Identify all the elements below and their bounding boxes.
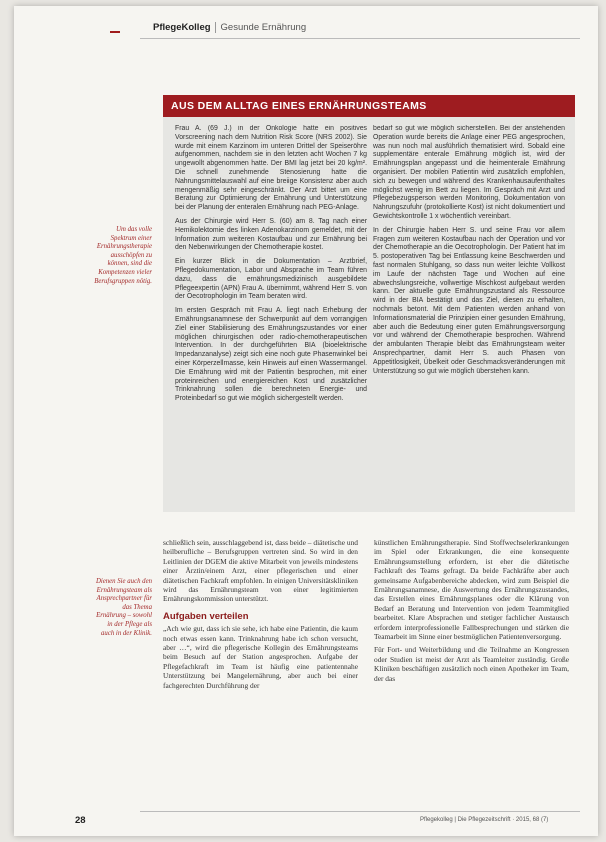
info-box-title: AUS DEM ALLTAG EINES ERNÄHRUNGSTEAMS (171, 100, 427, 112)
body-paragraph: Für Fort- und Weiterbildung und die Teilnahme an Kongressen oder Studien ist meist der Arzt als Teamleiter zuständig. Große Kliniken beschäftigen zusätzlich noch einen Apotheker im Team, der das (374, 645, 569, 683)
info-box-column-2 (373, 125, 565, 509)
margin-note-2: Dienen Sie auch den Ernährungsteam als Ansprechpartner für das Thema Ernährung – sowohl in der Pflege als auch in der Klinik. (95, 578, 152, 637)
info-box-paragraph: Ein kurzer Blick in die Dokumentation – Arztbrief, Pflegedokumentation, Labor und Absprache im Team führen dazu, dass die ernährungsmedizinisch ausgebildete Pflegeexpertin (APN) Frau A. übernimmt, während Herr S. von der Oecotrophologin im Team beraten wird. (175, 258, 367, 301)
main-column-2 (374, 538, 569, 810)
info-box-header (163, 95, 575, 117)
page-number: 28 (75, 815, 86, 826)
info-box-paragraph: Im ersten Gespräch mit Frau A. liegt nach Erhebung der Ernährungsanamnese der Schwerpunkt auf dem vorrangigen Ziel einer Stabilisierung des Ernährungszustandes vor einer möglichen chirurgischen oder radio-chemotherapeutischen Intervention. In der durchgeführten BIA (bioelektrische Impedanzanalyse) zeigt sich eine noch gute Phasenwinkel bei einer Körperzellmasse, kein Hinweis auf einen Wassermangel. Die Ernährung wird mit der Patientin besprochen, mit einer proteinreichen und energiereichen Kost und zusätzlicher Trinknahrung sollen die berechneten Energie- und Proteinbedarf so gut wie möglich sichergestellt werden. (175, 307, 367, 403)
body-paragraph: künstlichen Ernährungstherapie. Sind Stoffwechselerkrankungen im Spiel oder Erkrankungen, die eine konsequente Ernährungsumstellung erfordern, ist eher die diätetische Fachkraft des Teams gefragt. Da beide Fachkräfte aber auch gemeinsame Aufgabenbereiche abdecken, wird zum Beispiel die Ernährungsanamnese, die Auswertung des Ernährungszustandes, das Erstellen eines Ernährungsplanes oder die Klärung von Bedarf an Beratung und Intervention von jedem Teammitglied bearbeitet. Klare Absprachen und stetiger fachlicher Austausch erfordern interprofessionelle Fallbesprechungen und stärken die Teamarbeit im Sinne einer bestmöglichen Patientenversorgung. (374, 538, 569, 642)
header-red-mark (110, 31, 120, 33)
header-section: Gesunde Ernährung (215, 22, 307, 33)
body-paragraph: schließlich sein, ausschlaggebend ist, dass beide – diätetische und heilberufliche – Berufsgruppen vertreten sind. So wird in den Leitlinien der DGEM die aktive Mitarbeit von jeweils mindestens einer Ärztin/einem Arzt, einer pflegerischen und einer diätetischen Fachkraft empfohlen. In einigen Universitätskliniken wird das Ernährungsteam von einer legitimierten Ernährungskommission unterstützt. (163, 538, 358, 604)
margin-note-1: Um das volle Spektrum einer Ernährungstherapie ausschöpfen zu können, sind die Kompetenzen vieler Berufsgruppen nötig. (94, 226, 152, 285)
body-paragraph: „Ach wie gut, dass ich sie sehe, ich habe eine Patientin, die kaum noch etwas essen kann. Trinknahrung habe ich schon versucht, aber …“, wird die pflegerische Kollegin des Ernährungsteams beim Besuch auf der Station angesprochen. Aufgabe der Pflegefachkraft im Team ist häufig eine patientennahe Unterstützung bei Mangelernährung, aber auch bei einer fachgerechten Durchführung der (163, 624, 358, 690)
footer-journal: Pflegekolleg | Die Pflegezeitschrift · 2015, 68 (7) (420, 817, 549, 823)
section-heading: Aufgaben verteilen (163, 610, 249, 622)
info-box-paragraph: bedarf so gut wie möglich sicherstellen. Bei der anstehenden Operation wurde bereits die Anlage einer PEG angesprochen, was nun noch mal ausführlich thematisiert wird. Sobald eine supplementäre enterale Ernährung möglich ist, wird der Ernährungsplan angepasst und die heimenterale Ernährung organisiert. Der mobilen Patientin wird zusätzlich empfohlen, sich zu bewegen und während des Krankenhausaufenthaltes möglichst wenig im Bett zu liegen. Im Gespräch mit Arzt und Pflegebezugsperson werden Monitoring, Dokumentation von Nahrungszufuhr (protokollierte Kost) ist nicht dokumentiert und Gewichtskontrolle 1 x wöchentlich vereinbart. (373, 125, 565, 220)
footer-rule (140, 811, 580, 812)
info-box-paragraph: Aus der Chirurgie wird Herr S. (60) am 8. Tag nach einer Hemikolektomie des linken Adenokarzinom gemeldet, mit der Information zum weiteren Kostaufbau und zur Ernährung bei den Nebenwirkungen der Chemotherapie kostet. (175, 217, 367, 252)
main-column-1 (163, 538, 358, 810)
info-box-paragraph: In der Chirurgie haben Herr S. und seine Frau vor allem Fragen zum weiteren Kostaufbau nach der Operation und vor der Chemotherapie an die Oecotrophologin. Der Patient hat im 5. postoperativen Tag bei Entlassung keine Beschwerden und fast normalen Stuhlgang, so dass nun weiter leichte Vollkost im Laufe der nächsten Tage und Wochen auf eine abwechslungsreiche, vollwertige Mischkost aufgebaut werden kann. Der aktuelle gute Ernährungszustand als Ressource wird in der BIA bestätigt und das Ziel, diesen zu erhalten, nochmals betont. Mit dem Patienten werden anhand von Informationsmaterial die Prinzipien einer gesunden Ernährung, aber auch die Bedeutung einer guten Ernährungsversorgung vor und während der Chemotherapie besprochen. Während der ambulanten Therapie bleibt das Ernährungsteam weiter Ansprechpartner, damit Herr S. auch Phasen von Appetitlosigkeit, Übelkeit oder Geschmacksveränderungen mit Unterstützung so gut wie möglich überstehen kann. (373, 226, 565, 375)
info-box-column-1 (175, 125, 367, 509)
header-rule (140, 38, 580, 39)
header-brand: PflegeKolleg (153, 22, 211, 33)
info-box-paragraph: Frau A. (69 J.) in der Onkologie hatte ein positives Vorscreening nach dem Nutrition Risk Score (NRS 2002). Sie wurde mit einem Karzinom im unteren Drittel der Speiseröhre aufgenommen, nachdem sie in den letzten acht Wochen 7 kg ungewollt abgenommen hatte. Der BMI lag jetzt bei 20 kg/m². Die schnell zunehmende Stenosierung hatte die Nahrungsmittelauswahl auf eine breiige Konsistenz aber auch mengenmäßig sehr eingeschränkt. Der Arzt bittet um eine Beratung zur Optimierung der Ernährung und Unterstützung bei der Planung der enteralen Ernährung nach PEG-Anlage. (175, 125, 367, 212)
running-header (153, 22, 306, 33)
